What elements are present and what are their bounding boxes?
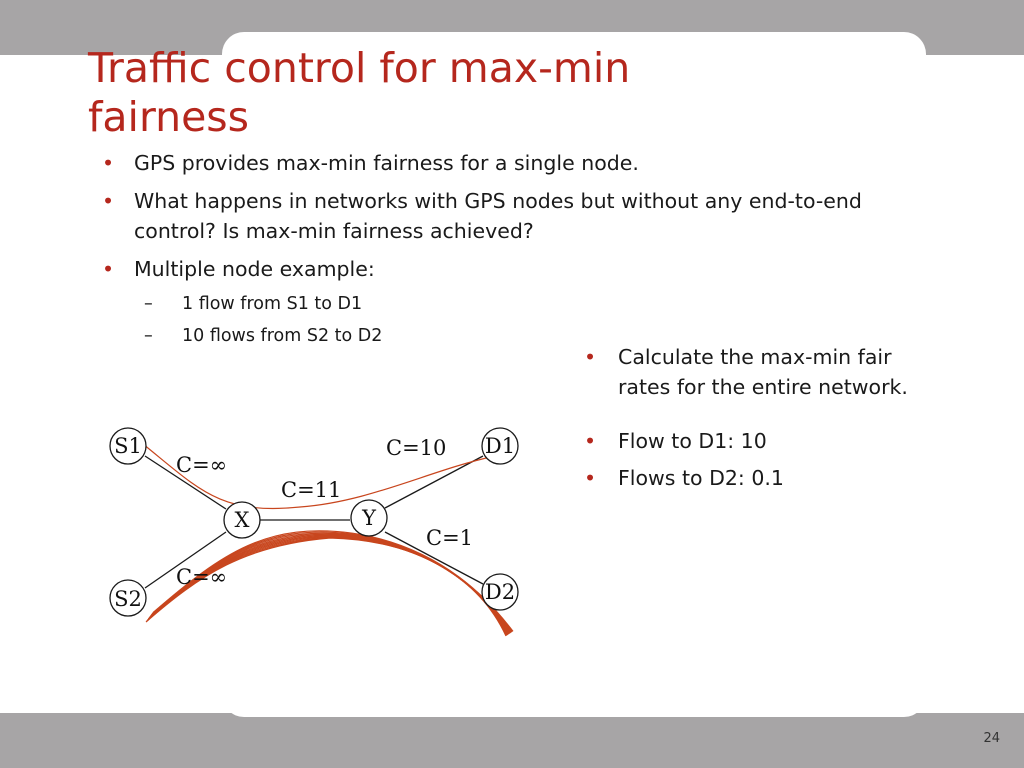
sub-bullet-item: – 10 flows from S2 to D2 [134, 320, 916, 352]
node-labels [114, 434, 515, 611]
capacity-label: C=11 [281, 478, 342, 502]
sub-bullet-item: – 1 flow from S1 to D1 [134, 288, 916, 320]
capacity-label: C=10 [386, 436, 447, 460]
right-bullet-item: • Flows to D2: 0.1 [580, 463, 940, 493]
node-label: D1 [484, 434, 516, 458]
page-number: 24 [983, 731, 1000, 746]
node-label: S1 [114, 434, 142, 458]
title-line-1: Traffic control for max-min [88, 44, 631, 92]
right-bullet-item: • Calculate the max-min fair rates for the entire network. [580, 342, 940, 402]
node-label: S2 [114, 587, 142, 611]
node-circles [110, 428, 518, 616]
node-label: D2 [484, 580, 516, 604]
node-label: Y [362, 506, 376, 530]
bullet-item: • Multiple node example: – 1 flow from S1 to D1 – 10 flows from S2 to D2 [96, 254, 916, 352]
capacity-label: C=∞ [176, 565, 228, 589]
capacity-label: C=1 [426, 526, 474, 550]
title-line-2: fairness [88, 93, 250, 141]
node-label: X [234, 508, 250, 532]
capacity-label: C=∞ [176, 453, 228, 477]
right-bullet-item: • Flow to D1: 10 [580, 426, 940, 456]
bullet-item: • GPS provides max-min fairness for a single node. [96, 148, 916, 178]
bullet-item: • What happens in networks with GPS nodes but without any end-to-end control? Is max-min fairness achieved? [96, 186, 916, 246]
link-y-d1 [385, 456, 483, 508]
link-capacity-labels [176, 436, 473, 589]
